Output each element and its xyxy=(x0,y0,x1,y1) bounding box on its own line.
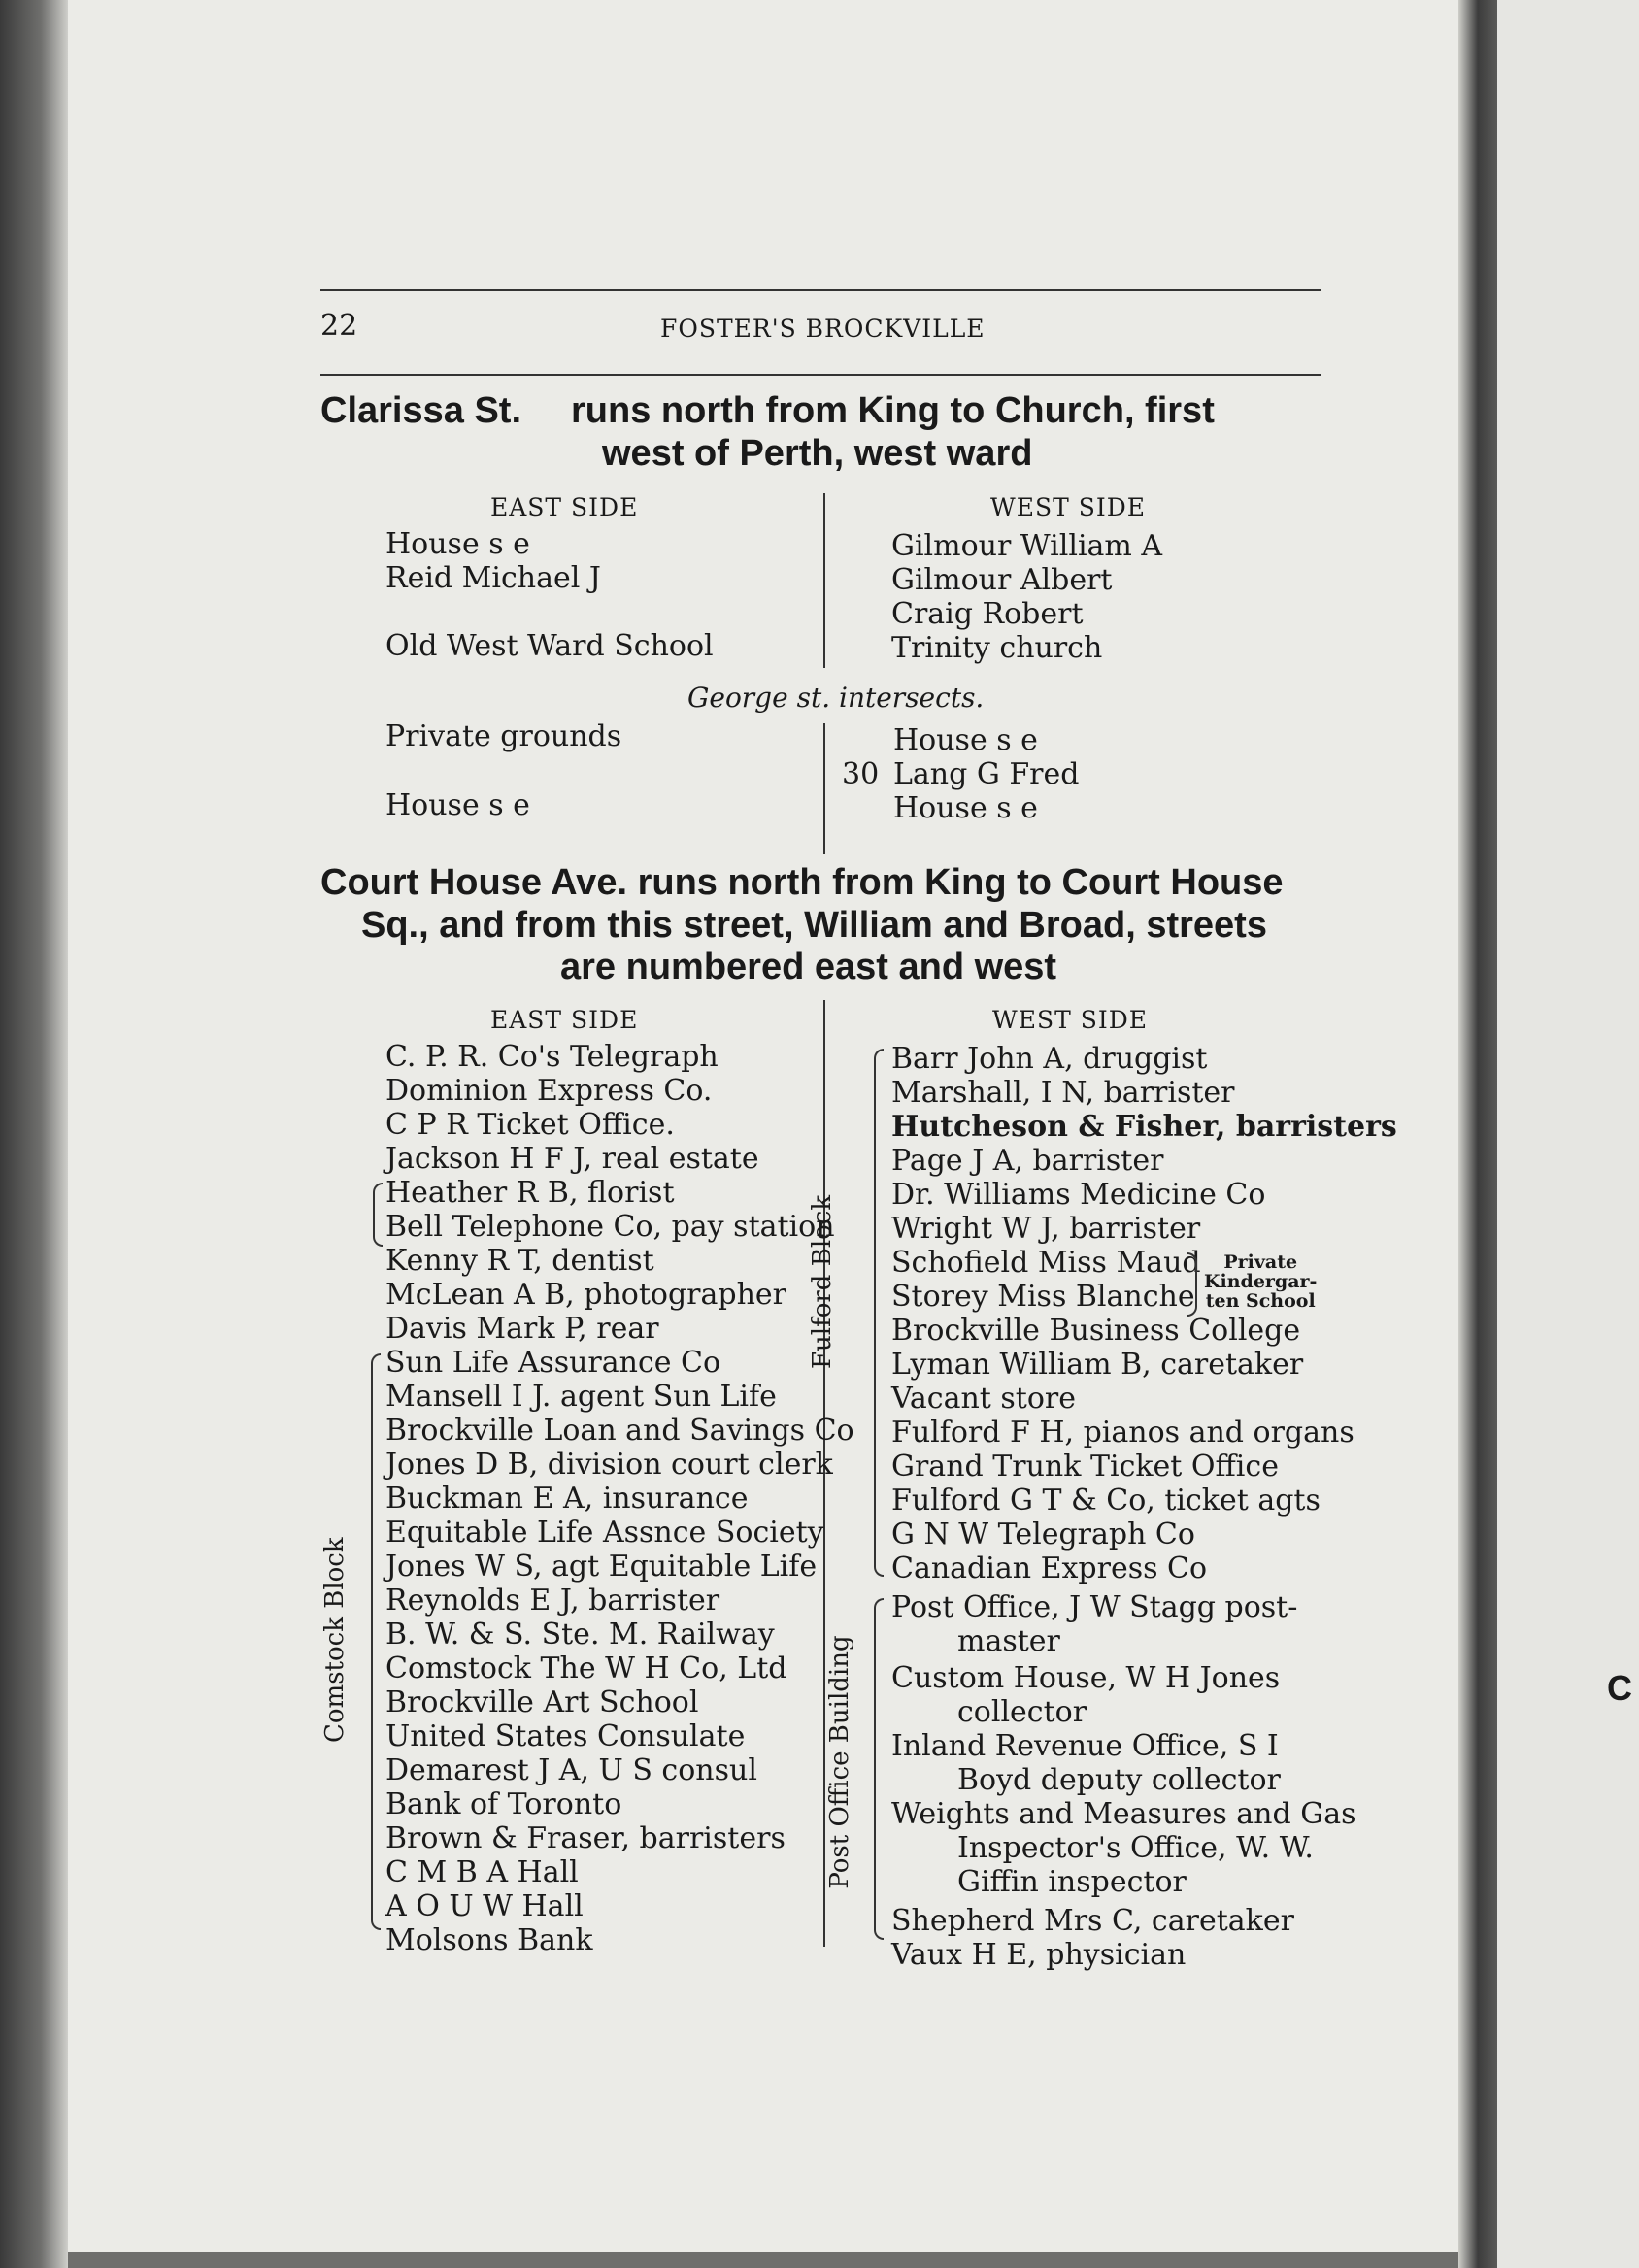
clarissa-west-heading: WEST SIDE xyxy=(990,493,1146,521)
list-item: Bank of Toronto xyxy=(385,1787,622,1821)
list-item: Storey Miss Blanche xyxy=(891,1280,1195,1314)
brace-post-office-building xyxy=(874,1598,884,1940)
list-item: Grand Trunk Ticket Office xyxy=(891,1450,1279,1484)
list-item: Comstock The W H Co, Ltd xyxy=(385,1651,787,1685)
list-item: McLean A B, photographer xyxy=(385,1278,787,1312)
list-item: Buckman E A, insurance xyxy=(385,1482,749,1516)
kindergarten-note-line: ten School xyxy=(1205,1290,1316,1312)
courthouse-east-heading: EAST SIDE xyxy=(490,1006,639,1034)
list-item: Jones D B, division court clerk xyxy=(385,1448,833,1482)
list-item: collector xyxy=(957,1695,1087,1729)
list-item: Private grounds xyxy=(385,719,622,753)
next-page-fragment: C xyxy=(1607,1668,1632,1708)
list-item: Old West Ward School xyxy=(385,629,714,663)
list-item: Lyman William B, caretaker xyxy=(891,1348,1304,1382)
comstock-block-label: Comstock Block xyxy=(320,1537,350,1743)
list-item: Fulford F H, pianos and organs xyxy=(891,1416,1355,1450)
list-item: C. P. R. Co's Telegraph xyxy=(385,1040,719,1074)
list-item: Schofield Miss Maud xyxy=(891,1246,1201,1280)
list-item: Shepherd Mrs C, caretaker xyxy=(891,1904,1294,1938)
list-item: Marshall, I N, barrister xyxy=(891,1076,1235,1110)
scan-left-margin xyxy=(0,0,68,2268)
list-item: House s e xyxy=(385,788,530,822)
list-item: Reid Michael J xyxy=(385,561,601,595)
clarissa-column-divider-2 xyxy=(823,723,825,854)
list-item: Gilmour Albert xyxy=(891,563,1113,597)
list-item: Brockville Art School xyxy=(385,1685,699,1719)
page-number: 22 xyxy=(320,309,358,343)
list-item: Jones W S, agt Equitable Life xyxy=(385,1550,818,1584)
kindergarten-note xyxy=(1204,1252,1317,1311)
list-item: Wright W J, barrister xyxy=(891,1212,1201,1246)
courthouse-title-line1: Court House Ave. runs north from King to Court House xyxy=(320,862,1284,903)
courthouse-title-line2: Sq., and from this street, William and Broad, streets xyxy=(361,905,1267,946)
list-item: G N W Telegraph Co xyxy=(891,1518,1195,1551)
list-item: Custom House, W H Jones xyxy=(891,1661,1281,1695)
list-item: Kenny R T, dentist xyxy=(385,1244,654,1278)
list-item: Brockville Business College xyxy=(891,1314,1301,1348)
brace-fulford-block xyxy=(874,1049,884,1577)
list-item: Hutcheson & Fisher, barristers xyxy=(891,1110,1397,1144)
list-item: Jackson H F J, real estate xyxy=(385,1142,759,1176)
list-item: Trinity church xyxy=(891,631,1103,665)
page-gutter xyxy=(1458,0,1497,2268)
list-item: Brown & Fraser, barristers xyxy=(385,1821,786,1855)
list-item: Page J A, barrister xyxy=(891,1144,1164,1178)
clarissa-title-street: Clarissa St. xyxy=(320,390,521,431)
list-item: Fulford G T & Co, ticket agts xyxy=(891,1484,1321,1518)
list-item: Vaux H E, physician xyxy=(891,1938,1187,1972)
list-item: Post Office, J W Stagg post- xyxy=(891,1590,1298,1624)
list-item: House s e xyxy=(893,791,1038,825)
list-item: Weights and Measures and Gas xyxy=(891,1797,1356,1831)
list-item: Molsons Bank xyxy=(385,1923,593,1957)
clarissa-east-heading: EAST SIDE xyxy=(490,493,639,521)
post-office-building-label: Post Office Building xyxy=(825,1635,854,1889)
list-item: B. W. & S. Ste. M. Railway xyxy=(385,1618,775,1651)
list-item: Sun Life Assurance Co xyxy=(385,1346,721,1380)
list-item: Canadian Express Co xyxy=(891,1551,1208,1585)
list-item: A O U W Hall xyxy=(385,1889,584,1923)
list-item: Bell Telephone Co, pay station xyxy=(385,1210,835,1244)
list-item: Dominion Express Co. xyxy=(385,1074,713,1108)
list-item: Reynolds E J, barrister xyxy=(385,1584,720,1618)
list-item: Boyd deputy collector xyxy=(957,1763,1281,1797)
brace-heather-bell xyxy=(373,1183,383,1247)
list-item: C P R Ticket Office. xyxy=(385,1108,675,1142)
clarissa-title-desc: runs north from King to Church, first xyxy=(571,390,1215,431)
list-item: Equitable Life Assnce Society xyxy=(385,1516,824,1550)
list-item: Lang G Fred xyxy=(893,757,1080,791)
next-page-strip xyxy=(1497,0,1639,2268)
header-rule-bottom xyxy=(320,374,1321,376)
list-item: Dr. Williams Medicine Co xyxy=(891,1178,1266,1212)
list-item: Gilmour William A xyxy=(891,529,1163,563)
courthouse-west-heading: WEST SIDE xyxy=(992,1006,1148,1034)
list-item: United States Consulate xyxy=(385,1719,746,1753)
list-item: Demarest J A, U S consul xyxy=(385,1753,757,1787)
list-item: Inland Revenue Office, S I xyxy=(891,1729,1279,1763)
kindergarten-note-line: Kindergar- xyxy=(1204,1271,1318,1292)
list-item: Brockville Loan and Savings Co xyxy=(385,1414,854,1448)
house-number: 30 xyxy=(842,757,880,791)
list-item: Heather R B, florist xyxy=(385,1176,675,1210)
page-bottom-edge xyxy=(68,2252,1458,2268)
list-item: Craig Robert xyxy=(891,597,1084,631)
list-item: Giffin inspector xyxy=(957,1865,1187,1899)
list-item: Davis Mark P, rear xyxy=(385,1312,659,1346)
list-item: House s e xyxy=(893,723,1038,757)
list-item: Mansell I J. agent Sun Life xyxy=(385,1380,777,1414)
clarissa-column-divider xyxy=(823,493,825,668)
list-item: Vacant store xyxy=(891,1382,1077,1416)
header-rule-top xyxy=(320,289,1321,291)
list-item: master xyxy=(957,1624,1060,1658)
running-title: FOSTER'S BROCKVILLE xyxy=(660,315,986,343)
fulford-block-label: Fulford Block xyxy=(808,1194,837,1369)
kindergarten-note-line: Private xyxy=(1223,1251,1298,1273)
clarissa-intersect-note: George st. intersects. xyxy=(687,682,985,714)
brace-comstock-block xyxy=(371,1353,381,1930)
list-item: Barr John A, druggist xyxy=(891,1042,1208,1076)
list-item: House s e xyxy=(385,527,530,561)
list-item: C M B A Hall xyxy=(385,1855,579,1889)
courthouse-title-line3: are numbered east and west xyxy=(560,947,1057,987)
list-item: Inspector's Office, W. W. xyxy=(957,1831,1314,1865)
brace-kindergarten xyxy=(1187,1252,1197,1317)
clarissa-title-line2: west of Perth, west ward xyxy=(602,433,1033,474)
